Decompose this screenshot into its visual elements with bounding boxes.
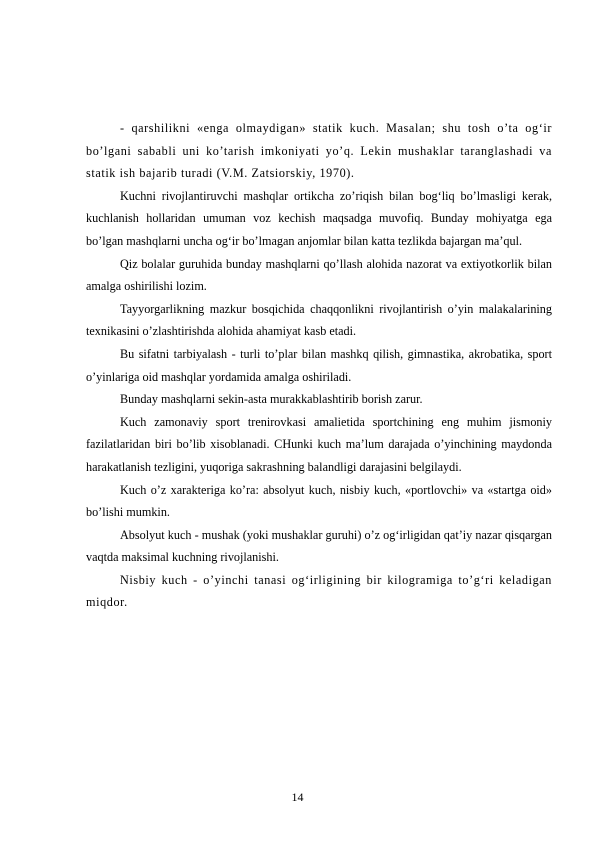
paragraph-strength-exercises: Kuchni rivojlantiruvchi mashqlar ortikcha zo’riqish bilan bog‘liq bo’lmasligi kerak, kuchlanish hollaridan umuman voz kechish maqsadga muvofiq. Bunday mohiyatga ega bo’lgan mashqlarni uncha og‘ir bo’lmagan anjomlar bilan katta tezlikda bajargan ma’qul.: [86, 188, 552, 248]
paragraph-agility-training: Bu sifatni tarbiyalash - turli to’plar bilan mashkq qilish, gimnastika, akrobatika, sport o’yinlariga oid mashqlar yordamida amalga oshiriladi.: [86, 346, 552, 384]
document-body: [86, 117, 552, 614]
paragraph-strength-importance: Kuch zamonaviy sport trenirovkasi amalietida sportchining eng muhim jismoniy fazilatlaridan biri bo’lib xisoblanadi. CHunki kuch ma’lum darajada o’yinchining maydonda harakatlanish tezligini, yuqoriga sakrashning balandligi darajasini belgilaydi.: [86, 414, 552, 474]
paragraph-strength-types: Kuch o’z xarakteriga ko’ra: absolyut kuch, nisbiy kuch, «portlovchi» va «startga oid» bo’lishi mumkin.: [86, 482, 552, 520]
paragraph-agility: Tayyorgarlikning mazkur bosqichida chaqqonlikni rivojlantirish o’yin malakalarining texnikasini o’zlashtirishda alohida ahamiyat kasb etadi.: [86, 301, 552, 339]
page-number: 14: [291, 790, 304, 804]
paragraph-gradual-complexity: Bunday mashqlarni sekin-asta murakkablashtirib borish zarur.: [120, 392, 423, 407]
paragraph-static-strength: - qarshilikni «enga olmaydigan» statik kuch. Masalan; shu tosh o’ta og‘ir bo’lgani sababli uni ko’tarish imkoniyati yo’q. Lekin mushaklar taranglashadi va statik ish bajarib turadi (V.M. Zatsiorskiy, 1970).: [86, 121, 552, 181]
paragraph-absolute-strength: Absolyut kuch - mushak (yoki mushaklar guruhi) o’z og‘irligidan qat’iy nazar qisqargan vaqtda maksimal kuchning rivojlanishi.: [86, 527, 552, 565]
paragraph-girls-groups: Qiz bolalar guruhida bunday mashqlarni qo’llash alohida nazorat va extiyotkorlik bilan amalga oshirilishi lozim.: [86, 256, 552, 294]
paragraph-relative-strength: Nisbiy kuch - o’yinchi tanasi og‘irligining bir kilogramiga to’g‘ri keladigan miqdor.: [86, 572, 552, 610]
